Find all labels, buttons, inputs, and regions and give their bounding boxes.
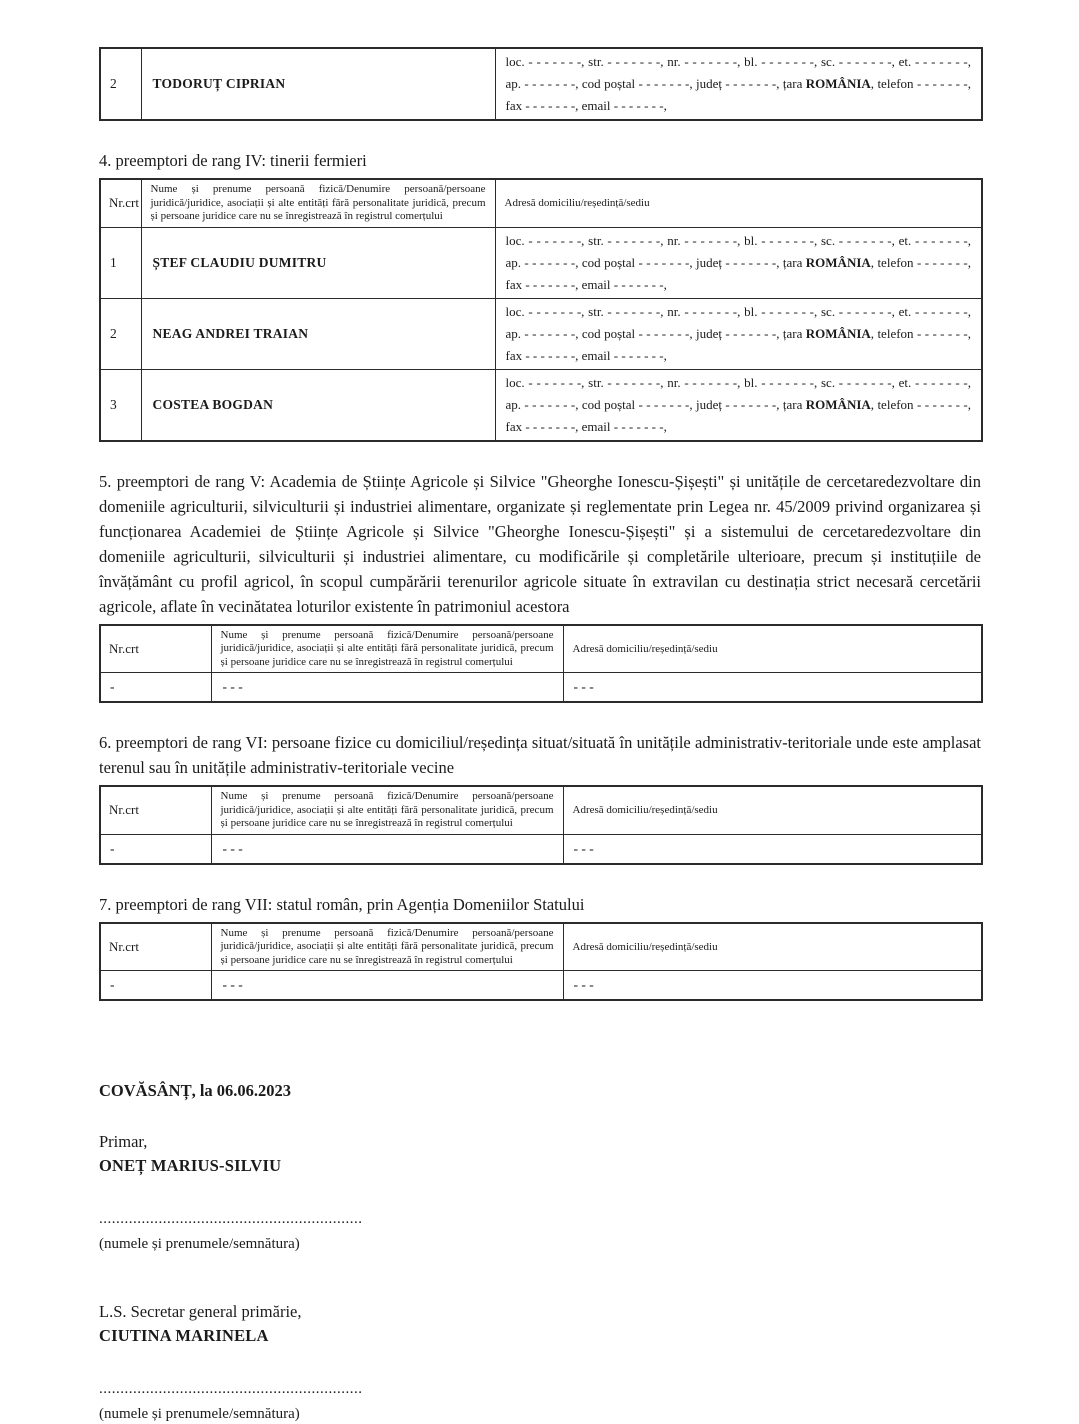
name-column-header: Nume și prenume persoană fizică/Denumire persoană/persoane juridică/juridice, asociații și alte entități fără personalitate juridică, precum și persoane juridice care nu se înregistrează în registrul comerțului bbox=[211, 786, 563, 834]
table-row bbox=[100, 971, 982, 1001]
mayor-name: ONEȚ MARIUS-SILVIU bbox=[99, 1156, 282, 1175]
address-line-2-suffix: , telefon - - - - - - -, bbox=[870, 325, 971, 341]
section5-heading: 5. preemptori de rang V: Academia de Științe Agricole și Silvice "Gheorghe Ionescu-Șișești" și unitățile de cercetaredezvoltare din domeniile agriculturii, silviculturii și industriei alimentare, organizate și reglementate prin Legea nr. 45/2009 privind organizarea și funcționarea Academiei de Științe Agricole și Silvice "Gheorghe Ionescu-Șișești" și a sistemului de cercetaredezvoltare din domeniile agriculturii, silviculturii și industriei alimentare, cu modificările și completările ulterioare, precum și instituțiile de învățământ cu profil agricol, în scopul cumpărării terenurilor agricole situate în extravilan cu destinația strict necesară cercetării agricole, aflate în vecinătatea loturilor existente în patrimoniul acestora bbox=[99, 471, 981, 616]
rank6-preemptors-table bbox=[99, 785, 983, 865]
section7-heading: 7. preemptori de rang VII: statul român, prin Agenția Domeniilor Statului bbox=[99, 894, 585, 914]
address-line-3: fax - - - - - - -, email - - - - - - -, bbox=[505, 418, 667, 434]
section6-heading: 6. preemptori de rang VI: persoane fizice cu domiciliul/reședința situat/situată în unitățile administrativ-teritoriale unde este amplasat terenul sau în unitățile administrativ-teritoriale vecine bbox=[99, 733, 981, 777]
address-cell: - - - bbox=[563, 971, 982, 1001]
address-line-2-prefix: ap. - - - - - - -, cod poștal - - - - - - -, județ - - - - - - -, țara bbox=[505, 254, 806, 270]
address-line-2 bbox=[506, 394, 972, 416]
rank4-preemptors-table bbox=[99, 178, 983, 442]
address-line-3: fax - - - - - - -, email - - - - - - -, bbox=[505, 276, 667, 292]
address-cell bbox=[495, 298, 982, 369]
address-column-header: Adresă domiciliu/reședință/sediu bbox=[563, 923, 982, 971]
address-column-header: Adresă domiciliu/reședință/sediu bbox=[563, 625, 982, 673]
secretary-name: CIUTINA MARINELA bbox=[99, 1326, 269, 1345]
address-line-1: loc. - - - - - - -, str. - - - - - - -, nr. - - - - - - -, bl. - - - - - - -, sc. - - - - - - -, et. - - - - - - -, bbox=[505, 303, 971, 319]
address-cell bbox=[495, 227, 982, 298]
country-name: ROMÂNIA bbox=[805, 254, 871, 270]
section4-heading: 4. preemptori de rang IV: tinerii fermieri bbox=[99, 151, 367, 170]
preemptors-continuation-table bbox=[99, 47, 983, 121]
row-number: - bbox=[100, 673, 211, 703]
person-name-cell: TODORUȚ CIPRIAN bbox=[141, 48, 495, 120]
table-row bbox=[100, 834, 982, 864]
country-name: ROMÂNIA bbox=[805, 325, 871, 341]
name-column-header: Nume și prenume persoană fizică/Denumire persoană/persoane juridică/juridice, asociații și alte entități fără personalitate juridică, precum și persoane juridice care nu se înregistrează în registrul comerțului bbox=[211, 923, 563, 971]
person-name-cell: COSTEA BOGDAN bbox=[141, 369, 495, 441]
rank7-preemptors-table bbox=[99, 922, 983, 1002]
address-line-2-prefix: ap. - - - - - - -, cod poștal - - - - - - -, județ - - - - - - -, țara bbox=[505, 325, 806, 341]
address-line-3: fax - - - - - - -, email - - - - - - -, bbox=[505, 98, 667, 113]
country-name: ROMÂNIA bbox=[805, 396, 871, 412]
address-line-2 bbox=[506, 73, 972, 95]
address-cell: - - - bbox=[563, 673, 982, 703]
name-column-header: Nume și prenume persoană fizică/Denumire persoană/persoane juridică/juridice, asociații și alte entități fără personalitate juridică, precum și persoane juridice care nu se înregistrează în registrul comerțului bbox=[141, 179, 495, 227]
person-name-cell: - - - bbox=[211, 834, 563, 864]
address-column-header: Adresă domiciliu/reședință/sediu bbox=[495, 179, 982, 227]
address-line-1: loc. - - - - - - -, str. - - - - - - -, nr. - - - - - - -, bl. - - - - - - -, sc. - - - - - - -, et. - - - - - - -, bbox=[505, 374, 971, 390]
person-name-cell: - - - bbox=[211, 673, 563, 703]
address-line-2-suffix: , telefon - - - - - - -, bbox=[870, 396, 971, 412]
address-line-2-suffix: , telefon - - - - - - -, bbox=[870, 76, 971, 91]
nr-column-header: Nr.crt bbox=[100, 786, 211, 834]
table-row bbox=[100, 227, 982, 298]
nr-column-header: Nr.crt bbox=[100, 179, 141, 227]
address-line-2-prefix: ap. - - - - - - -, cod poștal - - - - - - -, județ - - - - - - -, țara bbox=[505, 396, 806, 412]
row-number: 2 bbox=[100, 48, 141, 120]
address-line-2 bbox=[506, 252, 972, 274]
address-cell: - - - bbox=[563, 834, 982, 864]
place-and-date: COVĂSÂNȚ, la 06.06.2023 bbox=[99, 1081, 292, 1100]
address-line-2-suffix: , telefon - - - - - - -, bbox=[870, 254, 971, 270]
row-number: - bbox=[100, 834, 211, 864]
row-number: 1 bbox=[100, 227, 141, 298]
mayor-role-label: Primar, bbox=[99, 1132, 148, 1151]
country-name: ROMÂNIA bbox=[805, 76, 871, 91]
mayor-signature-note: (numele și prenumele/semnătura) bbox=[99, 1236, 300, 1252]
table-header-row bbox=[100, 786, 982, 834]
rank5-preemptors-table bbox=[99, 624, 983, 704]
address-column-header: Adresă domiciliu/reședință/sediu bbox=[563, 786, 982, 834]
person-name-cell: NEAG ANDREI TRAIAN bbox=[141, 298, 495, 369]
name-column-header: Nume și prenume persoană fizică/Denumire persoană/persoane juridică/juridice, asociații și alte entități fără personalitate juridică, precum și persoane juridice care nu se înregistrează în registrul comerțului bbox=[211, 625, 563, 673]
table-row bbox=[100, 673, 982, 703]
secretary-role-label: L.S. Secretar general primărie, bbox=[99, 1302, 302, 1321]
address-cell bbox=[495, 369, 982, 441]
address-line-2 bbox=[506, 323, 972, 345]
address-line-2-prefix: ap. - - - - - - -, cod poștal - - - - - - -, județ - - - - - - -, țara bbox=[505, 76, 806, 91]
row-number: 3 bbox=[100, 369, 141, 441]
address-cell bbox=[495, 48, 982, 120]
address-line-1: loc. - - - - - - -, str. - - - - - - -, nr. - - - - - - -, bl. - - - - - - -, sc. - - - - - - -, et. - - - - - - -, bbox=[505, 232, 971, 248]
secretary-signature-block bbox=[99, 1300, 981, 1424]
person-name-cell: ȘTEF CLAUDIU DUMITRU bbox=[141, 227, 495, 298]
address-line-3: fax - - - - - - -, email - - - - - - -, bbox=[505, 347, 667, 363]
row-number: 2 bbox=[100, 298, 141, 369]
secretary-signature-note: (numele și prenumele/semnătura) bbox=[99, 1406, 300, 1422]
row-number: - bbox=[100, 971, 211, 1001]
secretary-signature-line: .............................................................. bbox=[99, 1381, 363, 1397]
table-row bbox=[100, 369, 982, 441]
nr-column-header: Nr.crt bbox=[100, 923, 211, 971]
mayor-signature-block bbox=[99, 1130, 981, 1254]
table-header-row bbox=[100, 923, 982, 971]
person-name-cell: - - - bbox=[211, 971, 563, 1001]
table-header-row bbox=[100, 625, 982, 673]
mayor-signature-line: .............................................................. bbox=[99, 1211, 363, 1227]
table-row bbox=[100, 48, 982, 120]
address-line-1: loc. - - - - - - -, str. - - - - - - -, nr. - - - - - - -, bl. - - - - - - -, sc. - - - - - - -, et. - - - - - - -, bbox=[505, 54, 971, 69]
table-header-row bbox=[100, 179, 982, 227]
table-row bbox=[100, 298, 982, 369]
nr-column-header: Nr.crt bbox=[100, 625, 211, 673]
